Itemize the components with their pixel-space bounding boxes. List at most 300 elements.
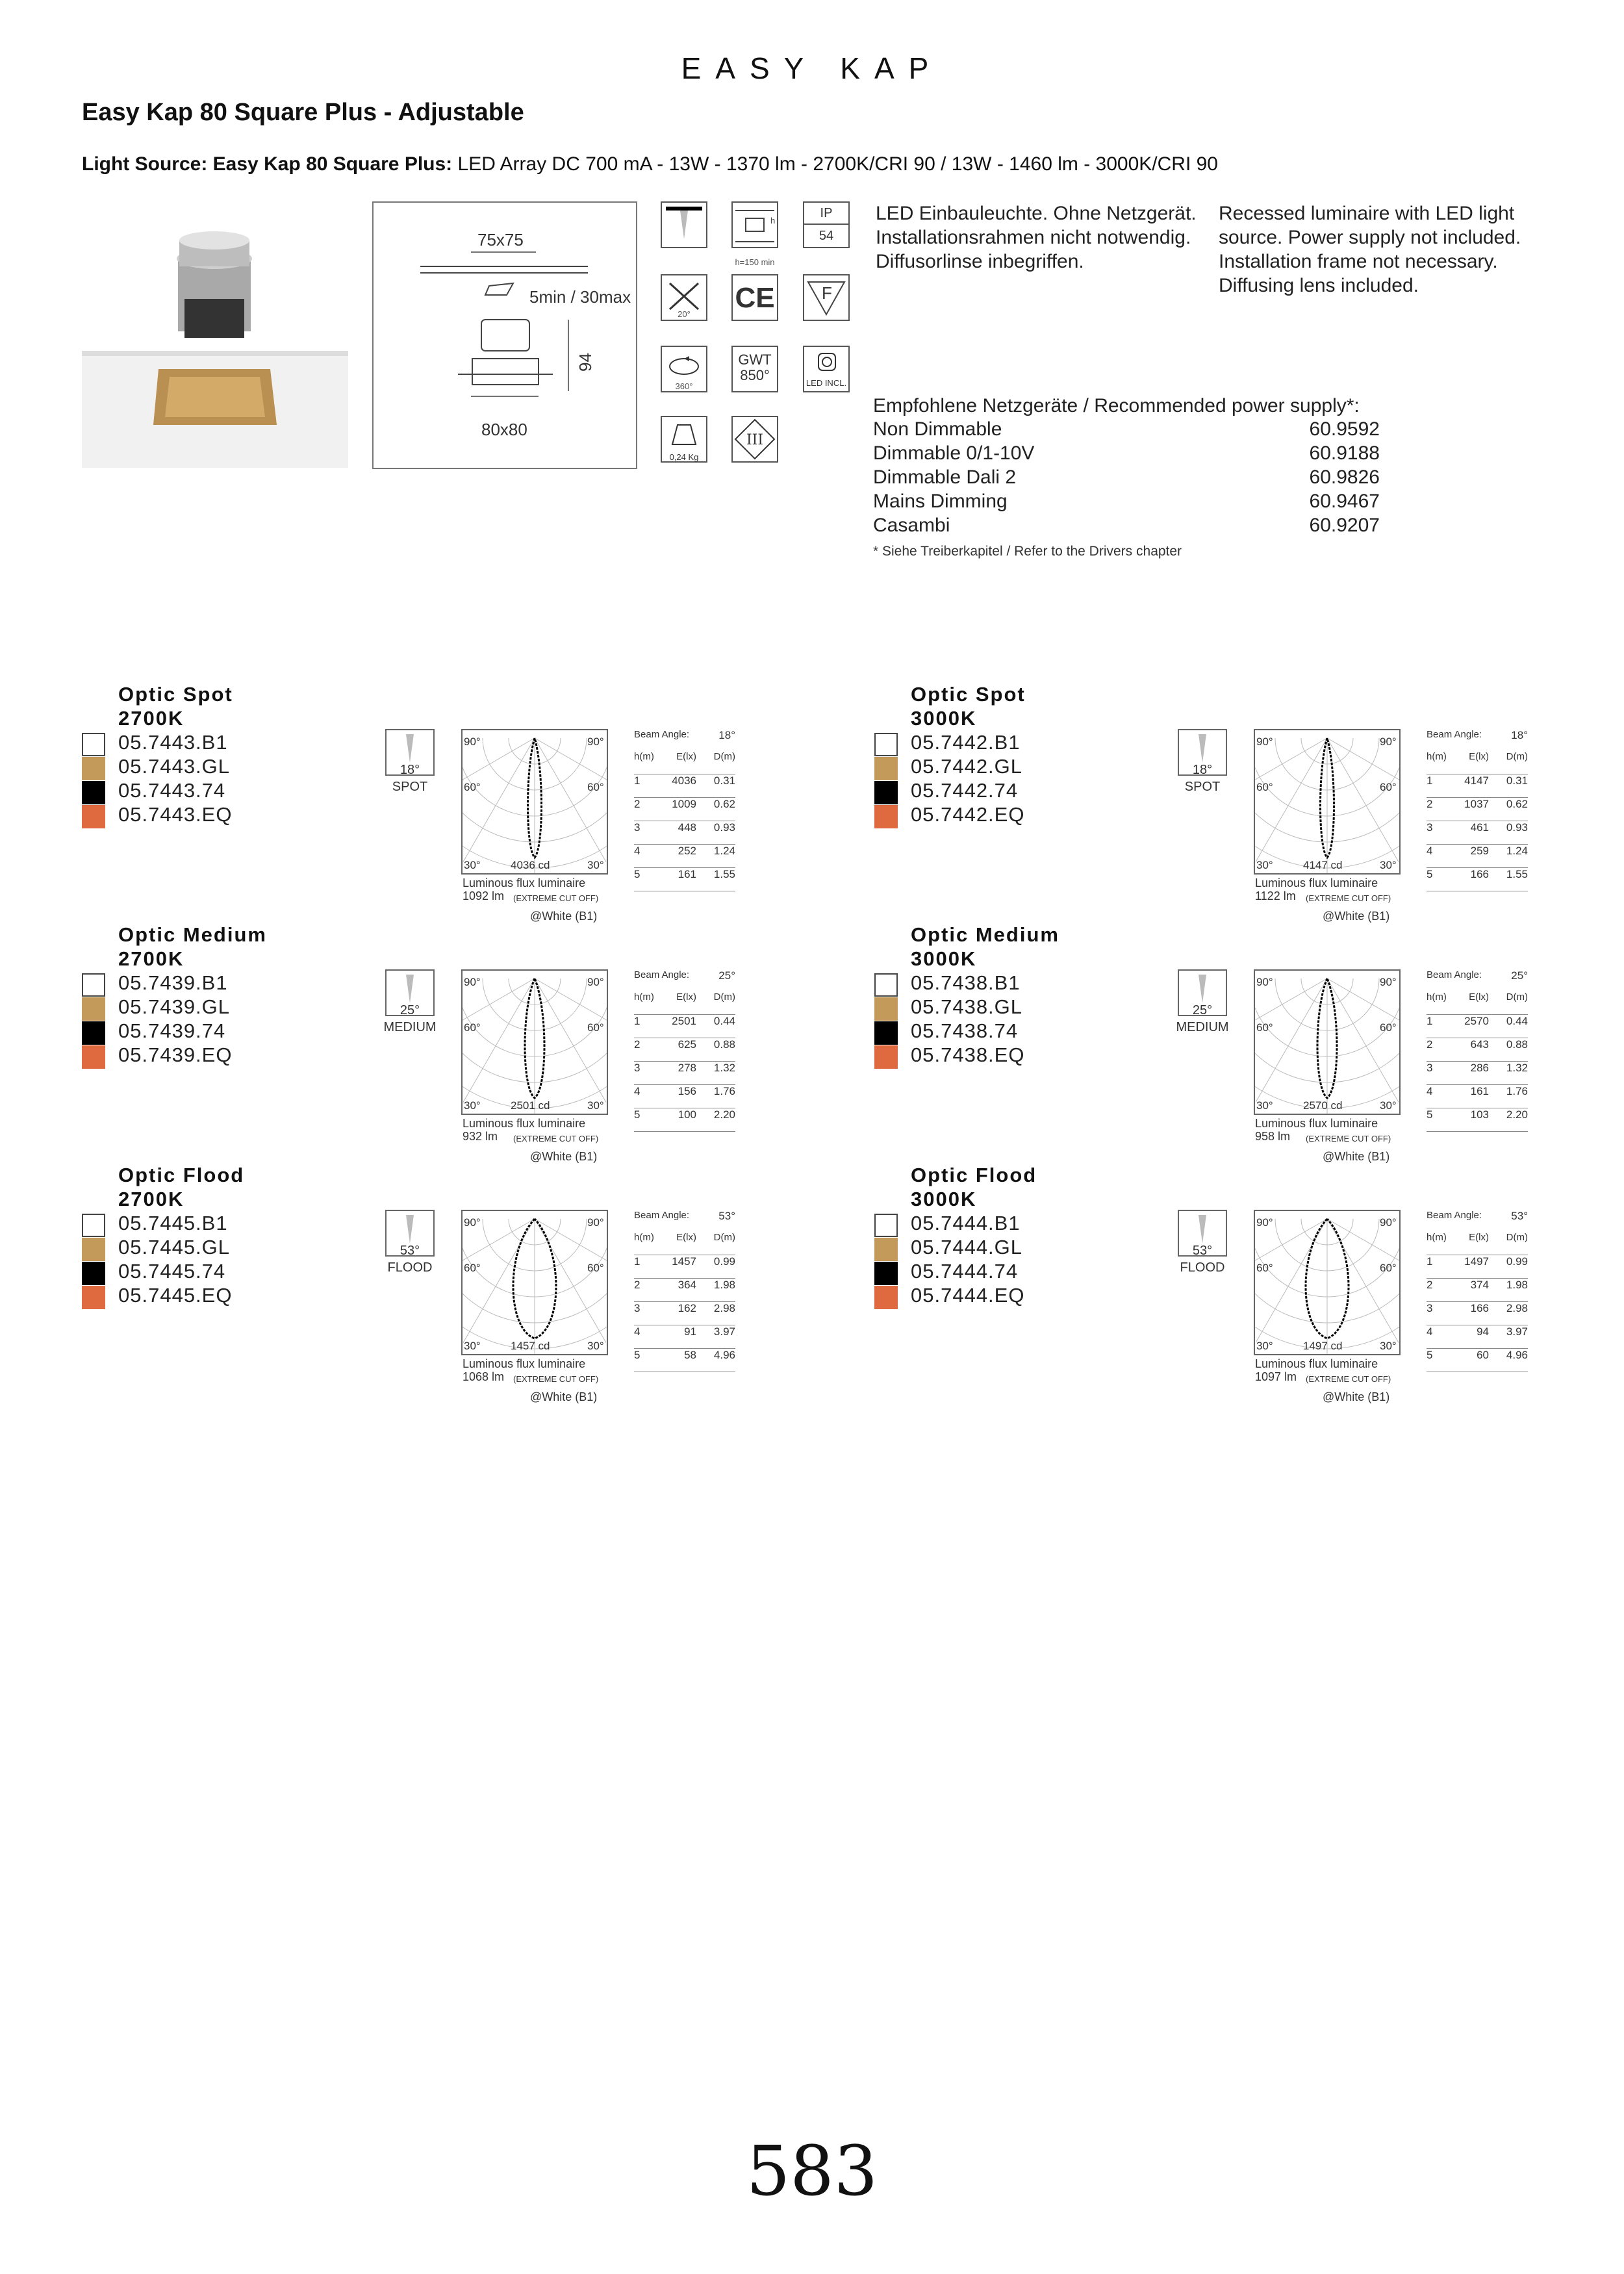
- col-h: h(m): [634, 1232, 654, 1243]
- height-mark: h: [770, 216, 776, 225]
- cell-d: 0.99: [1506, 1255, 1528, 1268]
- flux-value: 932 lm: [463, 1130, 498, 1143]
- table-row: [1427, 1085, 1528, 1108]
- f-mark-icon: [803, 274, 850, 321]
- cell-d: 1.76: [1506, 1085, 1528, 1097]
- flux-value: 1068 lm: [463, 1370, 505, 1383]
- finish-swatch: [874, 1238, 898, 1261]
- weight-icon: [661, 416, 707, 463]
- ip-label: IP: [804, 203, 848, 225]
- cutoff-label: [1306, 1371, 1391, 1386]
- article-code: 05.7443.GL: [118, 755, 231, 778]
- article-code: 05.7442.B1: [911, 731, 1021, 754]
- table-header: [1427, 751, 1528, 774]
- peak-intensity: 4036 cd: [511, 859, 550, 871]
- table-row: [1427, 868, 1528, 891]
- cell-d: 3.97: [713, 1325, 735, 1338]
- col-d: D(m): [713, 1232, 735, 1243]
- polar-label-60-right: 60°: [1380, 781, 1397, 793]
- optic-group-title: Optic Spot: [118, 683, 233, 706]
- cell-e: 252: [678, 845, 696, 857]
- cell-e: 643: [1470, 1038, 1489, 1051]
- cell-h: 5: [1427, 1108, 1433, 1121]
- flux-label: Luminous flux luminaire: [463, 1117, 586, 1130]
- beam-type-caption: SPOT: [392, 780, 428, 794]
- polar-diagram: [1254, 729, 1401, 875]
- cell-d: 0.62: [713, 798, 735, 810]
- illuminance-table: [634, 1210, 735, 1372]
- cell-d: 0.44: [1506, 1015, 1528, 1027]
- cell-h: 3: [1427, 821, 1433, 834]
- page-number: 583: [746, 2131, 878, 2211]
- class-iii-text: III: [746, 432, 764, 448]
- col-h: h(m): [1427, 991, 1447, 1003]
- description-de-line: LED Einbauleuchte. Ohne Netzgerät.: [876, 203, 1197, 224]
- peak-intensity: 1457 cd: [511, 1340, 550, 1352]
- beam-type-caption: MEDIUM: [383, 1020, 437, 1034]
- technical-drawing: [372, 201, 637, 469]
- f-mark-text: F: [822, 283, 832, 303]
- article-code: 05.7439.B1: [118, 971, 228, 994]
- psu-label: Non Dimmable: [873, 418, 1002, 440]
- flux-label: Luminous flux luminaire: [1255, 1357, 1378, 1370]
- cell-h: 3: [1427, 1302, 1433, 1314]
- cell-h: 5: [634, 868, 641, 880]
- finish-swatch: [82, 1045, 105, 1069]
- cell-e: 166: [1470, 1302, 1489, 1314]
- beam-type-caption: FLOOD: [1180, 1260, 1225, 1275]
- cell-d: 0.88: [713, 1038, 735, 1051]
- cell-e: 4036: [672, 774, 696, 787]
- cell-d: 0.88: [1506, 1038, 1528, 1051]
- description-en-line: Diffusing lens included.: [1219, 275, 1419, 296]
- polar-label-30-right: 30°: [1380, 1340, 1397, 1352]
- flux-value: 1097 lm: [1255, 1370, 1297, 1383]
- table-row: [634, 1349, 735, 1372]
- cell-e: 278: [678, 1062, 696, 1074]
- beam-angle-value: 25°: [718, 969, 735, 982]
- optic-group-cct: 3000K: [911, 947, 977, 970]
- table-row: [634, 1038, 735, 1062]
- cell-h: 4: [1427, 1085, 1433, 1097]
- cutoff-text: (EXTREME CUT OFF): [513, 1134, 599, 1143]
- ce-icon: CE: [731, 274, 778, 321]
- article-code: 05.7444.GL: [911, 1236, 1023, 1258]
- white-finish-note: @White (B1): [1323, 1150, 1390, 1163]
- cell-h: 1: [1427, 1015, 1433, 1027]
- table-row: [1427, 1108, 1528, 1132]
- cell-d: 2.20: [1506, 1108, 1528, 1121]
- cutoff-label: [513, 890, 598, 906]
- col-h: h(m): [1427, 751, 1447, 762]
- cell-e: 461: [1470, 821, 1489, 834]
- cell-e: 1457: [672, 1255, 696, 1268]
- polar-label-90-right: 90°: [1380, 976, 1397, 988]
- cell-e: 364: [678, 1279, 696, 1291]
- finish-swatch: [874, 733, 898, 756]
- cell-d: 0.31: [713, 774, 735, 787]
- cell-h: 5: [634, 1108, 641, 1121]
- polar-diagram: [1254, 1210, 1401, 1355]
- cell-d: 0.31: [1506, 774, 1528, 787]
- finish-swatch: [874, 1286, 898, 1309]
- col-d: D(m): [1506, 751, 1528, 762]
- finish-swatch: [82, 805, 105, 828]
- light-source-label: Light Source: Easy Kap 80 Square Plus:: [82, 153, 453, 175]
- polar-label-30-left: 30°: [1256, 1099, 1273, 1112]
- article-code: 05.7442.74: [911, 779, 1019, 802]
- weight-caption: 0,24 Kg: [669, 452, 699, 462]
- led-included-icon: [803, 346, 850, 392]
- finish-swatch: [82, 973, 105, 997]
- polar-label-90-left: 90°: [1256, 976, 1273, 988]
- cell-h: 5: [1427, 868, 1433, 880]
- polar-label-90-left: 90°: [1256, 735, 1273, 748]
- psu-label: Mains Dimming: [873, 491, 1008, 512]
- polar-label-60-right: 60°: [1380, 1021, 1397, 1034]
- polar-label-60-left: 60°: [1256, 781, 1273, 793]
- article-code: 05.7444.74: [911, 1260, 1019, 1283]
- light-source-line: [82, 153, 1218, 175]
- polar-diagram: [461, 969, 608, 1115]
- beam-angle-label: Beam Angle:: [634, 1210, 690, 1221]
- peak-intensity: 4147 cd: [1303, 859, 1343, 871]
- cell-h: 1: [1427, 774, 1433, 787]
- flux-label: Luminous flux luminaire: [1255, 1117, 1378, 1130]
- cell-h: 5: [634, 1349, 641, 1361]
- table-row: [634, 1062, 735, 1085]
- cell-d: 4.96: [713, 1349, 735, 1361]
- cell-e: 2570: [1464, 1015, 1489, 1027]
- table-row: [1427, 1325, 1528, 1349]
- psu-label: Casambi: [873, 515, 950, 536]
- polar-label-90-right: 90°: [587, 976, 604, 988]
- finish-swatch: [82, 997, 105, 1021]
- white-finish-note: @White (B1): [530, 1390, 598, 1403]
- white-finish-note: @White (B1): [1323, 910, 1390, 923]
- polar-label-90-right: 90°: [587, 735, 604, 748]
- table-row: [634, 1108, 735, 1132]
- col-e: E(lx): [1469, 1232, 1489, 1243]
- article-code: 05.7442.GL: [911, 755, 1023, 778]
- table-row: [634, 821, 735, 845]
- optic-group-title: Optic Flood: [118, 1164, 245, 1186]
- peak-intensity: 2570 cd: [1303, 1099, 1343, 1112]
- finish-swatch: [82, 781, 105, 804]
- col-e: E(lx): [676, 751, 696, 762]
- polar-label-60-left: 60°: [1256, 1262, 1273, 1274]
- cell-h: 2: [634, 1038, 641, 1051]
- drawing-depth: 5min / 30max: [529, 287, 631, 307]
- article-code: 05.7443.EQ: [118, 803, 233, 826]
- cell-d: 1.55: [1506, 868, 1528, 880]
- article-code: 05.7438.EQ: [911, 1043, 1025, 1066]
- table-row: [634, 1085, 735, 1108]
- beam-angle-caption: 25°: [400, 1003, 420, 1017]
- article-code: 05.7438.GL: [911, 995, 1023, 1018]
- illuminance-table: [1427, 1210, 1528, 1372]
- psu-code: 60.9188: [1309, 442, 1380, 464]
- flux-label: Luminous flux luminaire: [463, 1357, 586, 1370]
- cell-e: 374: [1470, 1279, 1489, 1291]
- cell-d: 1.32: [1506, 1062, 1528, 1074]
- peak-intensity: 2501 cd: [511, 1099, 550, 1112]
- cell-d: 0.99: [713, 1255, 735, 1268]
- table-row: [1427, 845, 1528, 868]
- cell-h: 2: [1427, 1279, 1433, 1291]
- illuminance-table: [634, 729, 735, 891]
- brand-title: EASY KAP: [681, 51, 943, 85]
- product-title: Easy Kap 80 Square Plus - Adjustable: [82, 99, 524, 126]
- cutoff-text: (EXTREME CUT OFF): [513, 1374, 599, 1384]
- flux-value: 958 lm: [1255, 1130, 1291, 1143]
- polar-label-30-right: 30°: [587, 1099, 604, 1112]
- tilt-caption: 20°: [678, 309, 691, 319]
- table-row: [1427, 1015, 1528, 1038]
- cell-d: 4.96: [1506, 1349, 1528, 1361]
- article-code: 05.7443.B1: [118, 731, 228, 754]
- cell-h: 3: [634, 1062, 641, 1074]
- table-header: [634, 751, 735, 774]
- table-row: [1427, 1279, 1528, 1302]
- optic-group-cct: 3000K: [911, 707, 977, 730]
- col-e: E(lx): [1469, 991, 1489, 1003]
- polar-label-30-right: 30°: [1380, 1099, 1397, 1112]
- illuminance-table: [634, 969, 735, 1132]
- col-e: E(lx): [1469, 751, 1489, 762]
- table-row: [634, 868, 735, 891]
- beam-angle-label: Beam Angle:: [1427, 969, 1482, 980]
- cell-h: 3: [634, 821, 641, 834]
- description-en: [1219, 201, 1582, 298]
- cell-e: 259: [1470, 845, 1489, 857]
- gwt-icon: [731, 346, 778, 392]
- ip-rating-icon: [803, 201, 850, 248]
- description-en-line: Recessed luminaire with LED light: [1219, 203, 1515, 224]
- table-row: [634, 845, 735, 868]
- cell-d: 0.62: [1506, 798, 1528, 810]
- power-supply-row: [873, 491, 1380, 513]
- beam-angle-caption: 25°: [1192, 1003, 1213, 1017]
- finish-swatch: [874, 997, 898, 1021]
- finish-swatch: [82, 1286, 105, 1309]
- psu-code: 60.9592: [1309, 418, 1380, 440]
- cutoff-label: [513, 1371, 598, 1386]
- drawing-height: 94: [575, 353, 595, 372]
- finish-swatch: [874, 1021, 898, 1045]
- optic-group-cct: 2700K: [118, 1188, 184, 1210]
- polar-label-30-left: 30°: [464, 859, 481, 871]
- white-finish-note: @White (B1): [530, 1150, 598, 1163]
- beam-angle-value: 18°: [1511, 729, 1528, 741]
- optic-group-cct: 2700K: [118, 947, 184, 970]
- beam-type-caption: SPOT: [1184, 780, 1221, 794]
- description-en-line: Installation frame not necessary.: [1219, 251, 1498, 272]
- cell-e: 103: [1470, 1108, 1489, 1121]
- table-row: [1427, 774, 1528, 798]
- polar-diagram: [1254, 969, 1401, 1115]
- peak-intensity: 1497 cd: [1303, 1340, 1343, 1352]
- table-row: [1427, 1349, 1528, 1372]
- polar-label-60-right: 60°: [1380, 1262, 1397, 1274]
- polar-label-30-left: 30°: [464, 1340, 481, 1352]
- col-h: h(m): [634, 991, 654, 1003]
- beam-angle-caption: 18°: [400, 763, 420, 777]
- article-code: 05.7444.EQ: [911, 1284, 1025, 1307]
- finish-swatch: [874, 781, 898, 804]
- beam-angle-label: Beam Angle:: [1427, 729, 1482, 740]
- polar-label-90-left: 90°: [1256, 1216, 1273, 1229]
- cell-e: 94: [1477, 1325, 1489, 1338]
- flux-label: Luminous flux luminaire: [1255, 876, 1378, 889]
- beam-angle-label: Beam Angle:: [634, 729, 690, 740]
- cell-e: 4147: [1464, 774, 1489, 787]
- finish-swatch: [874, 1262, 898, 1285]
- light-source-text: LED Array DC 700 mA - 13W - 1370 lm - 2700K/CRI 90 / 13W - 1460 lm - 3000K/CRI 90: [452, 153, 1218, 175]
- cutoff-text: (EXTREME CUT OFF): [1306, 1134, 1391, 1143]
- cell-h: 1: [634, 774, 641, 787]
- white-finish-note: @White (B1): [530, 910, 598, 923]
- finish-swatch: [82, 1262, 105, 1285]
- cell-e: 166: [1470, 868, 1489, 880]
- article-code: 05.7442.EQ: [911, 803, 1025, 826]
- drawing-bottom-dim: 80x80: [481, 420, 527, 439]
- cell-e: 448: [678, 821, 696, 834]
- cell-h: 4: [634, 1325, 641, 1338]
- psu-code: 60.9207: [1309, 515, 1380, 536]
- cell-d: 1.76: [713, 1085, 735, 1097]
- table-row: [1427, 798, 1528, 821]
- optic-group-title: Optic Flood: [911, 1164, 1037, 1186]
- finish-swatch: [874, 1045, 898, 1069]
- cutoff-label: [513, 1131, 598, 1146]
- illuminance-table: [1427, 969, 1528, 1132]
- cell-h: 4: [634, 1085, 641, 1097]
- description-de-line: Diffusorlinse inbegriffen.: [876, 251, 1084, 272]
- cell-d: 0.93: [713, 821, 735, 834]
- finish-swatch: [82, 1214, 105, 1237]
- table-row: [634, 1302, 735, 1325]
- cell-d: 1.24: [1506, 845, 1528, 857]
- polar-label-30-right: 30°: [587, 859, 604, 871]
- beam-angle-label: Beam Angle:: [1427, 1210, 1482, 1221]
- optic-group-title: Optic Medium: [911, 923, 1059, 946]
- product-photo: [82, 201, 348, 468]
- beam-type-caption: MEDIUM: [1176, 1020, 1229, 1034]
- cell-h: 2: [634, 1279, 641, 1291]
- description-en-line: source. Power supply not included.: [1219, 227, 1521, 248]
- col-d: D(m): [713, 991, 735, 1003]
- optic-group-cct: 2700K: [118, 707, 184, 730]
- table-header: [634, 991, 735, 1015]
- col-d: D(m): [1506, 991, 1528, 1003]
- cell-h: 5: [1427, 1349, 1433, 1361]
- polar-diagram: [461, 1210, 608, 1355]
- finish-swatch: [874, 805, 898, 828]
- beam-angle-caption: 18°: [1192, 763, 1213, 777]
- cell-h: 4: [634, 845, 641, 857]
- cell-d: 2.98: [1506, 1302, 1528, 1314]
- polar-label-90-right: 90°: [1380, 1216, 1397, 1229]
- finish-swatch: [82, 1238, 105, 1261]
- polar-label-90-left: 90°: [464, 976, 481, 988]
- cell-e: 156: [678, 1085, 696, 1097]
- description-de-line: Installationsrahmen nicht notwendig.: [876, 227, 1191, 248]
- polar-label-30-right: 30°: [587, 1340, 604, 1352]
- polar-label-90-left: 90°: [464, 735, 481, 748]
- col-e: E(lx): [676, 991, 696, 1003]
- beam-type-caption: FLOOD: [387, 1260, 433, 1275]
- class-iii-icon: [731, 416, 778, 463]
- table-row: [1427, 1062, 1528, 1085]
- table-row: [1427, 1038, 1528, 1062]
- article-code: 05.7445.EQ: [118, 1284, 233, 1307]
- power-supply-row: [873, 466, 1380, 489]
- polar-label-60-left: 60°: [1256, 1021, 1273, 1034]
- cell-e: 100: [678, 1108, 696, 1121]
- table-row: [634, 1015, 735, 1038]
- article-code: 05.7445.GL: [118, 1236, 231, 1258]
- led-included-caption: LED INCL.: [806, 378, 847, 388]
- polar-label-90-right: 90°: [1380, 735, 1397, 748]
- description-de: [876, 201, 1213, 274]
- table-row: [634, 798, 735, 821]
- table-row: [1427, 1302, 1528, 1325]
- col-d: D(m): [713, 751, 735, 762]
- psu-label: Dimmable 0/1-10V: [873, 442, 1035, 464]
- power-supply-title: Empfohlene Netzgeräte / Recommended power supply*:: [873, 395, 1360, 416]
- cell-e: 58: [684, 1349, 696, 1361]
- cell-h: 2: [634, 798, 641, 810]
- beam-angle-caption: 53°: [400, 1244, 420, 1258]
- finish-swatch: [82, 1021, 105, 1045]
- cell-h: 2: [1427, 798, 1433, 810]
- col-d: D(m): [1506, 1232, 1528, 1243]
- polar-label-60-right: 60°: [587, 781, 604, 793]
- cell-d: 1.98: [1506, 1279, 1528, 1291]
- white-finish-note: @White (B1): [1323, 1390, 1390, 1403]
- table-header: [1427, 991, 1528, 1015]
- flux-value: 1092 lm: [463, 889, 505, 902]
- cutoff-text: (EXTREME CUT OFF): [1306, 893, 1391, 903]
- article-code: 05.7445.B1: [118, 1212, 228, 1234]
- gwt-value: 850°: [740, 367, 770, 383]
- article-code: 05.7439.GL: [118, 995, 231, 1018]
- beam-angle-caption: 53°: [1192, 1244, 1213, 1258]
- cell-h: 1: [1427, 1255, 1433, 1268]
- power-supply-note: * Siehe Treiberkapitel / Refer to the Drivers chapter: [873, 544, 1182, 559]
- cell-d: 3.97: [1506, 1325, 1528, 1338]
- cell-d: 2.20: [713, 1108, 735, 1121]
- table-row: [1427, 1255, 1528, 1279]
- table-header: [1427, 1232, 1528, 1255]
- polar-label-60-left: 60°: [464, 781, 481, 793]
- col-h: h(m): [1427, 1232, 1447, 1243]
- col-h: h(m): [634, 751, 654, 762]
- cell-e: 60: [1477, 1349, 1489, 1361]
- cell-d: 1.24: [713, 845, 735, 857]
- drawing-top-dim: 75x75: [477, 230, 524, 249]
- cell-e: 2501: [672, 1015, 696, 1027]
- illuminance-table: [1427, 729, 1528, 891]
- polar-label-30-left: 30°: [1256, 859, 1273, 871]
- table-row: [634, 774, 735, 798]
- beam-angle-value: 53°: [1511, 1210, 1528, 1222]
- table-header: [634, 1232, 735, 1255]
- cutoff-label: [1306, 890, 1391, 906]
- polar-diagram: [461, 729, 608, 875]
- table-row: [634, 1325, 735, 1349]
